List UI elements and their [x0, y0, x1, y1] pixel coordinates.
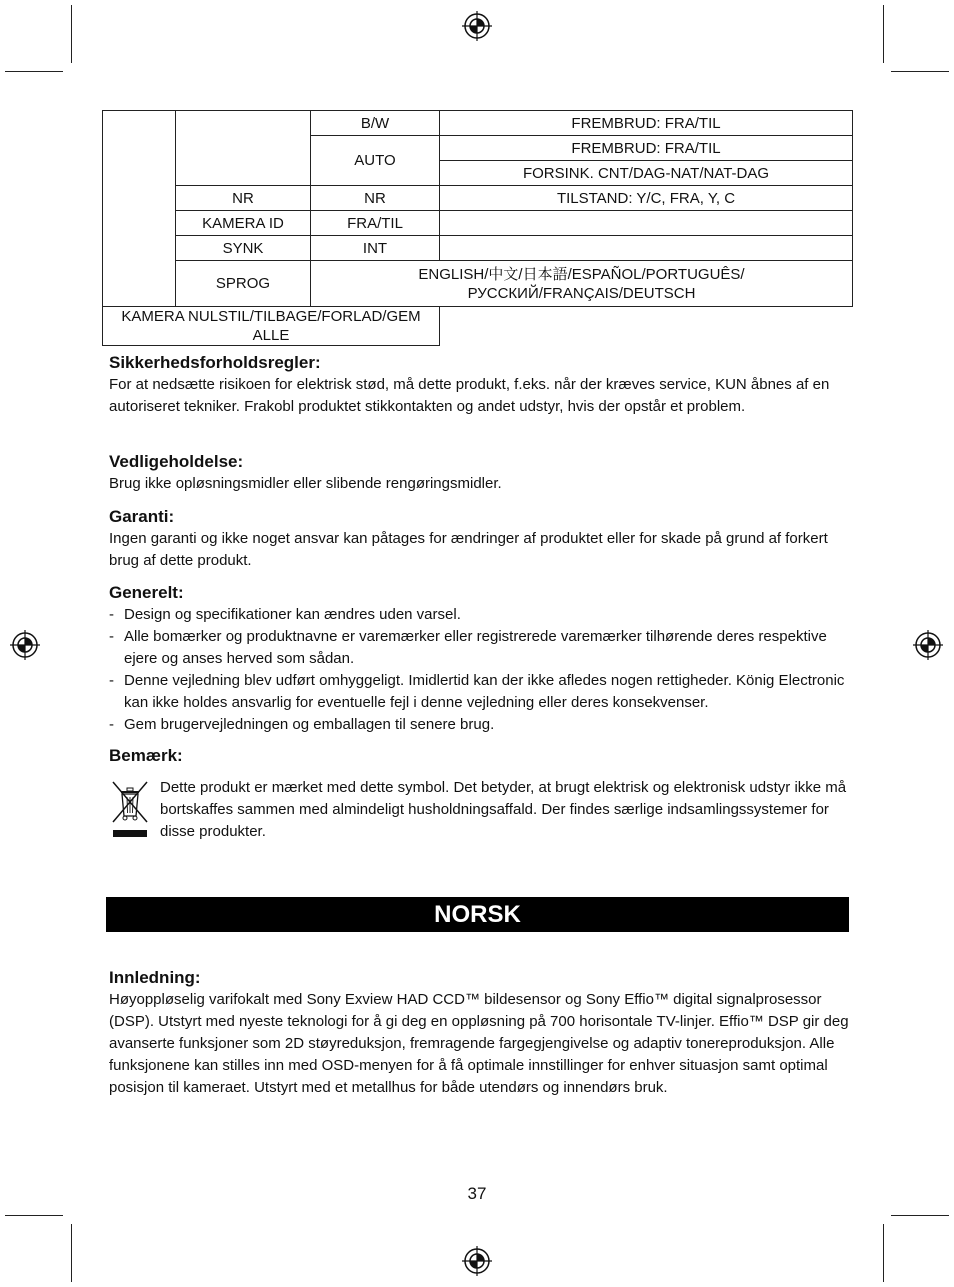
- list-item: - Alle bomærker og produktnavne er varemærker eller registrerede varemærker tilhørende deres respektive ejere og anses herved som sådan.: [109, 628, 827, 667]
- section-body: Ingen garanti og ikke noget ansvar kan påtages for ændringer af produktet eller for skade på grund af forkert brug af dette produkt.: [109, 530, 828, 569]
- language-list-line: ENGLISH/中文/日本語/ESPAÑOL/PORTUGUÊS/: [418, 265, 745, 283]
- table-cell: TILSTAND: Y/C, FRA, Y, C: [440, 186, 853, 211]
- general-list: [109, 604, 849, 736]
- crop-mark: [5, 71, 63, 72]
- intro-section: [109, 967, 849, 1099]
- table-cell: [440, 236, 853, 261]
- crop-mark: [5, 1215, 63, 1216]
- section-heading: Sikkerhedsforholdsregler:: [109, 353, 321, 372]
- table-row: [103, 261, 853, 307]
- language-list-line: РУССКИЙ/FRANÇAIS/DEUTSCH: [467, 284, 696, 302]
- table-row: [103, 236, 853, 261]
- section-body: Brug ikke opløsningsmidler eller slibende rengøringsmidler.: [109, 475, 502, 492]
- safety-section: [109, 352, 849, 418]
- registration-mark-icon: [10, 630, 40, 660]
- table-cell: [311, 261, 853, 307]
- section-heading: Garanti:: [109, 507, 175, 526]
- table-cell: FREMBRUD: FRA/TIL: [440, 136, 853, 161]
- table-cell: KAMERA NULSTIL/TILBAGE/FORLAD/GEM ALLE: [103, 307, 440, 346]
- section-body: For at nedsætte risikoen for elektrisk stød, må dette produkt, f.eks. når der kræves service, KUN åbnes af en autoriseret tekniker. Frakobl produktet stikkontakten og andet udstyr, hvis der opstår et problem.: [109, 376, 830, 415]
- crop-mark: [891, 1215, 949, 1216]
- warranty-section: [109, 506, 849, 572]
- list-item: - Denne vejledning blev udført omhyggeligt. Imidlertid kan der ikke afledes nogen rettigheder. König Electronic kan ikke holdes ansvarlig for eventuelle fejl i denne vejledning eller deres konsekvenser.: [109, 672, 845, 711]
- table-row: [103, 211, 853, 236]
- section-heading: Innledning:: [109, 968, 201, 987]
- table-cell: NR: [311, 186, 440, 211]
- table-row: [103, 186, 853, 211]
- table-cell: AUTO: [311, 136, 440, 186]
- registration-mark-icon: [913, 630, 943, 660]
- section-body: Høyoppløselig varifokalt med Sony Exview HAD CCD™ bildesensor og Sony Effio™ digital signalprosessor (DSP). Utstyrt med nyeste teknologi for å gi deg en oppløsning på 700 horisontale TV-linjer. Effio™ DSP gir deg avanserte funksjoner som 2D støyreduksjon, fremragende fargegjengivelse og adaptiv tonereproduksjon. Alle funksjonene kan stilles inn med OSD-menyen for å få optimale innstillinger for enhver situasjon samt optimal posisjon til kameraet. Utstyrt med et metallhus for både utendørs og innendørs bruk.: [109, 991, 849, 1096]
- table-cell: NR: [176, 186, 311, 211]
- registration-mark-icon: [462, 11, 492, 41]
- note-section: [109, 745, 849, 767]
- section-heading: Generelt:: [109, 583, 184, 602]
- page-number: 37: [467, 1184, 487, 1203]
- note-body: Dette produkt er mærket med dette symbol. Det betyder, at brugt elektrisk og elektronisk udstyr ikke må bortskaffes sammen med almindeligt husholdningsaffald. Der findes særlige indsamlingssystemer for disse produkter.: [160, 779, 847, 840]
- section-heading: Bemærk:: [109, 746, 183, 765]
- table-cell: FREMBRUD: FRA/TIL: [440, 111, 853, 136]
- osd-menu-table: [102, 110, 853, 346]
- table-row: [103, 111, 853, 136]
- table-cell: INT: [311, 236, 440, 261]
- registration-mark-icon: [462, 1246, 492, 1276]
- table-cell: SYNK: [176, 236, 311, 261]
- crop-mark: [891, 71, 949, 72]
- language-banner: NORSK: [106, 897, 849, 932]
- table-cell: KAMERA ID: [176, 211, 311, 236]
- table-cell: [103, 111, 176, 307]
- maintenance-section: [109, 451, 849, 495]
- section-heading: Vedligeholdelse:: [109, 452, 244, 471]
- list-item: - Design og specifikationer kan ændres uden varsel.: [109, 606, 461, 623]
- list-item: - Gem brugervejledningen og emballagen til senere brug.: [109, 716, 495, 733]
- table-cell: FORSINK. CNT/DAG-NAT/NAT-DAG: [440, 161, 853, 186]
- crop-mark: [71, 5, 72, 63]
- table-row: [103, 307, 853, 346]
- table-cell: [176, 111, 311, 186]
- general-section: [109, 582, 849, 736]
- table-cell: FRA/TIL: [311, 211, 440, 236]
- crop-mark: [71, 1224, 72, 1282]
- table-cell: B/W: [311, 111, 440, 136]
- weee-crossed-bin-icon: [111, 778, 149, 842]
- table-cell: SPROG: [176, 261, 311, 307]
- crop-mark: [883, 1224, 884, 1282]
- table-cell: [440, 211, 853, 236]
- crop-mark: [883, 5, 884, 63]
